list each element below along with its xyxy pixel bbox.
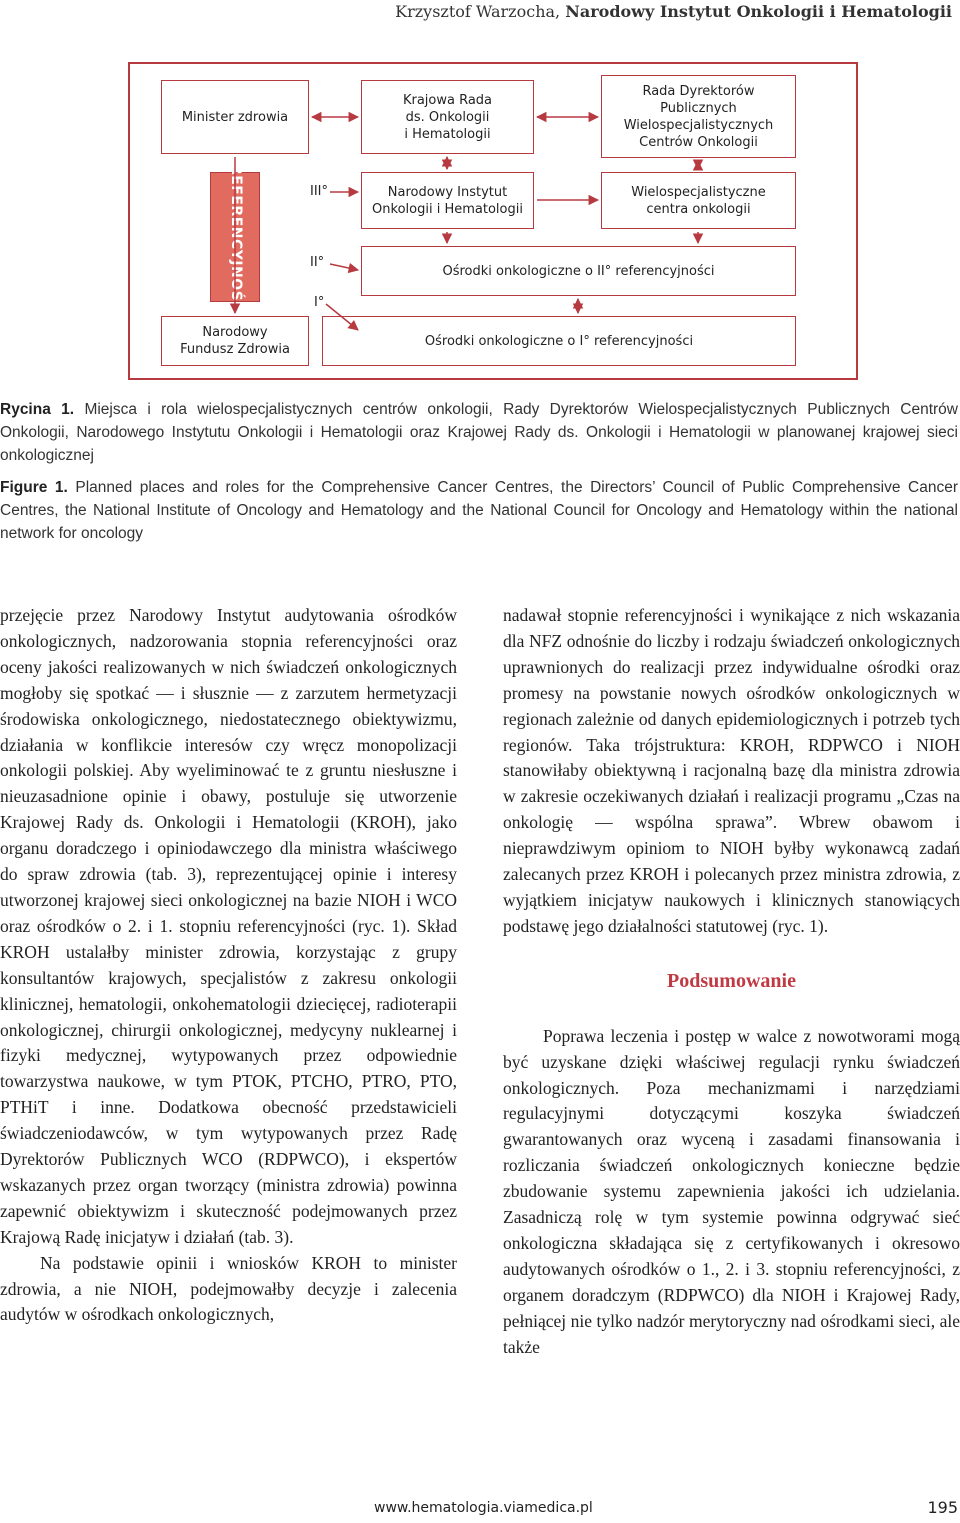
running-header <box>395 2 952 21</box>
caption-english-label: Figure 1. <box>0 479 68 496</box>
level-1-label: I° <box>314 295 325 310</box>
right-paragraph-2: Poprawa leczenia i postęp w walce z nowotworami mogą być uzyskane dzięki właściwej regulacji rynku świadczeń onkologicznych. Poza mechanizmami i narzędziami regulacyjnymi dotyczącymi koszyka świadczeń gwarantowanych oraz wyceną i zasadami finansowania i rozliczania świadczeń onkologicznych konieczne będzie zbudowanie systemu zapewnienia jakości ich udzielania. Zasadniczą rolę w tym systemie powinna odgrywać sieć onkologiczna składająca się z certyfikowanych i okresowo audytowanych ośrodków o 1., 2. i 3. stopniu referencyjności, z organem doradczym (RDPWCO) dla NIOH i Krajowej Rady, pełniącej nie tylko nadzór merytoryczny nad ośrodkami sieci, ale także <box>503 1025 960 1357</box>
caption-polish-text: Miejsca i rola wielospecjalistycznych centrów onkologii, Rady Dyrektorów Wielospecjalistycznych Publicznych Centrów Onkologii, Narodowego Instytutu Onkologii i Hematologii oraz Krajowej Rady ds. Onkologii i Hematologii w planowanej krajowej sieci onkologicznej <box>0 401 958 464</box>
level-3-label: III° <box>310 184 329 199</box>
caption-polish <box>0 398 958 467</box>
box-krajowa-rada: Krajowa Rada ds. Onkologii i Hematologii <box>361 80 534 154</box>
caption-polish-label: Rycina 1. <box>0 401 75 418</box>
left-paragraph-1: przejęcie przez Narodowy Instytut audytowania ośrodków onkologicznych, nadzorowania stopnia referencyjności oraz oceny jakości realizowanych w nich świadczeń onkologicznych mogłoby się spotkać — i słusznie — z zarzutem hermetyzacji środowiska onkologicznego, niedostatecznego obiektywizmu, działania w konflikcie interesów czy wręcz monopolizacji onkologii polskiej. Aby wyeliminować te z gruntu niesłuszne i nieuzasadnione opinie i obawy, postuluje się utworzenie Krajowej Rady ds. Onkologii i Hematologii (KROH), jako organu doradczego i opiniodawczego dla ministra właściwego do spraw zdrowia (tab. 3), reprezentującej opinie i interesy utworzonej krajowej sieci onkologicznej na bazie NIOH i WCO oraz ośrodków o 2. i 1. stopniu referencyjności (ryc. 1). Skład KROH ustalałby minister zdrowia, korzystając z grupy konsultantów krajowych, specjalistów z zakresu onkologii klinicznej, hematologii, onkohematologii dziecięcej, radioterapii onkologicznej, chirurgii onkologicznej, medycyny nuklearnej i fizyki medycznej, wytypowanych przez odpowiednie towarzystwa naukowe, w tym PTOK, PTCHO, PTRO, PTO, PTHiT i inne. Dodatkowa obecność przedstawicieli świadczeniodawców, w tym wytypowanych przez Radę Dyrektorów Publicznych WCO (RDPWCO), i ekspertów wskazanych przez organ tworzący (ministra zdrowia) powinna zapewnić obiektywizm i skuteczność podejmowanych przez Krajową Radę inicjatyw i działań (tab. 3). <box>0 605 457 1247</box>
left-paragraph-2: Na podstawie opinii i wniosków KROH to minister zdrowia, a nie NIOH, podejmowałby decyzje i zalecenia audytów w ośrodkach onkologicznych, <box>0 1252 457 1325</box>
box-minister: Minister zdrowia <box>161 80 309 154</box>
box-rada-dyrektorow: Rada Dyrektorów Publicznych Wielospecjalistycznych Centrów Onkologii <box>601 75 796 158</box>
section-title-podsumowanie: Podsumowanie <box>667 969 796 992</box>
right-paragraph-1: nadawał stopnie referencyjności i wynikające z nich wskazania dla NFZ odnośnie do liczby i rodzaju świadczeń onkologicznych uprawnionych do realizacji przez indywidualne ośrodki oraz promesy na powstanie nowych ośrodków onkologicznych w regionach zależnie od danych epidemiologicznych i potrzeb tych regionów. Taka trójstruktura: KROH, RDPWCO i NIOH stanowiłaby obiektywną i racjonalną bazę dla ministra zdrowia w zakresie oczekiwanych działań i realizacji programu „Czas na onkologię — wspólna sprawa”. Wbrew obawom i nieprawdziwym opiniom to NIOH byłby wykonawcą zadań zalecanych przez KROH i polecanych przez ministra zdrowia, z wyjątkiem inicjatyw naukowych i klinicznych stanowiących podstawę jego działalności statutowej (ryc. 1). <box>503 605 960 936</box>
caption-english-text: Planned places and roles for the Comprehensive Cancer Centres, the Directors’ Council of Public Comprehensive Cancer Centres, the National Institute of Oncology and Hematology and the National Council for Oncology and Hematology within the national network for oncology <box>0 479 958 542</box>
referencyjnosc-bar <box>210 163 260 313</box>
column-left <box>0 603 457 1328</box>
footer-url: www.hematologia.viamedica.pl <box>374 1500 593 1516</box>
header-title: Narodowy Instytut Onkologii i Hematologii <box>565 2 952 21</box>
level-2-label: II° <box>310 255 325 270</box>
referencyjnosc-label: REFERENCYJNOŚĆ <box>228 163 244 313</box>
box-nioh: Narodowy Instytut Onkologii i Hematologii <box>361 172 534 229</box>
box-nfz: Narodowy Fundusz Zdrowia <box>161 316 309 366</box>
box-centra: Wielospecjalistyczne centra onkologii <box>601 172 796 229</box>
header-author: Krzysztof Warzocha, <box>395 2 561 21</box>
box-osrodki-2: Ośrodki onkologiczne o II° referencyjności <box>361 246 796 296</box>
page-number: 195 <box>927 1498 958 1517</box>
column-right <box>503 603 960 1360</box>
box-osrodki-1: Ośrodki onkologiczne o I° referencyjności <box>322 316 796 366</box>
caption-english <box>0 476 958 545</box>
